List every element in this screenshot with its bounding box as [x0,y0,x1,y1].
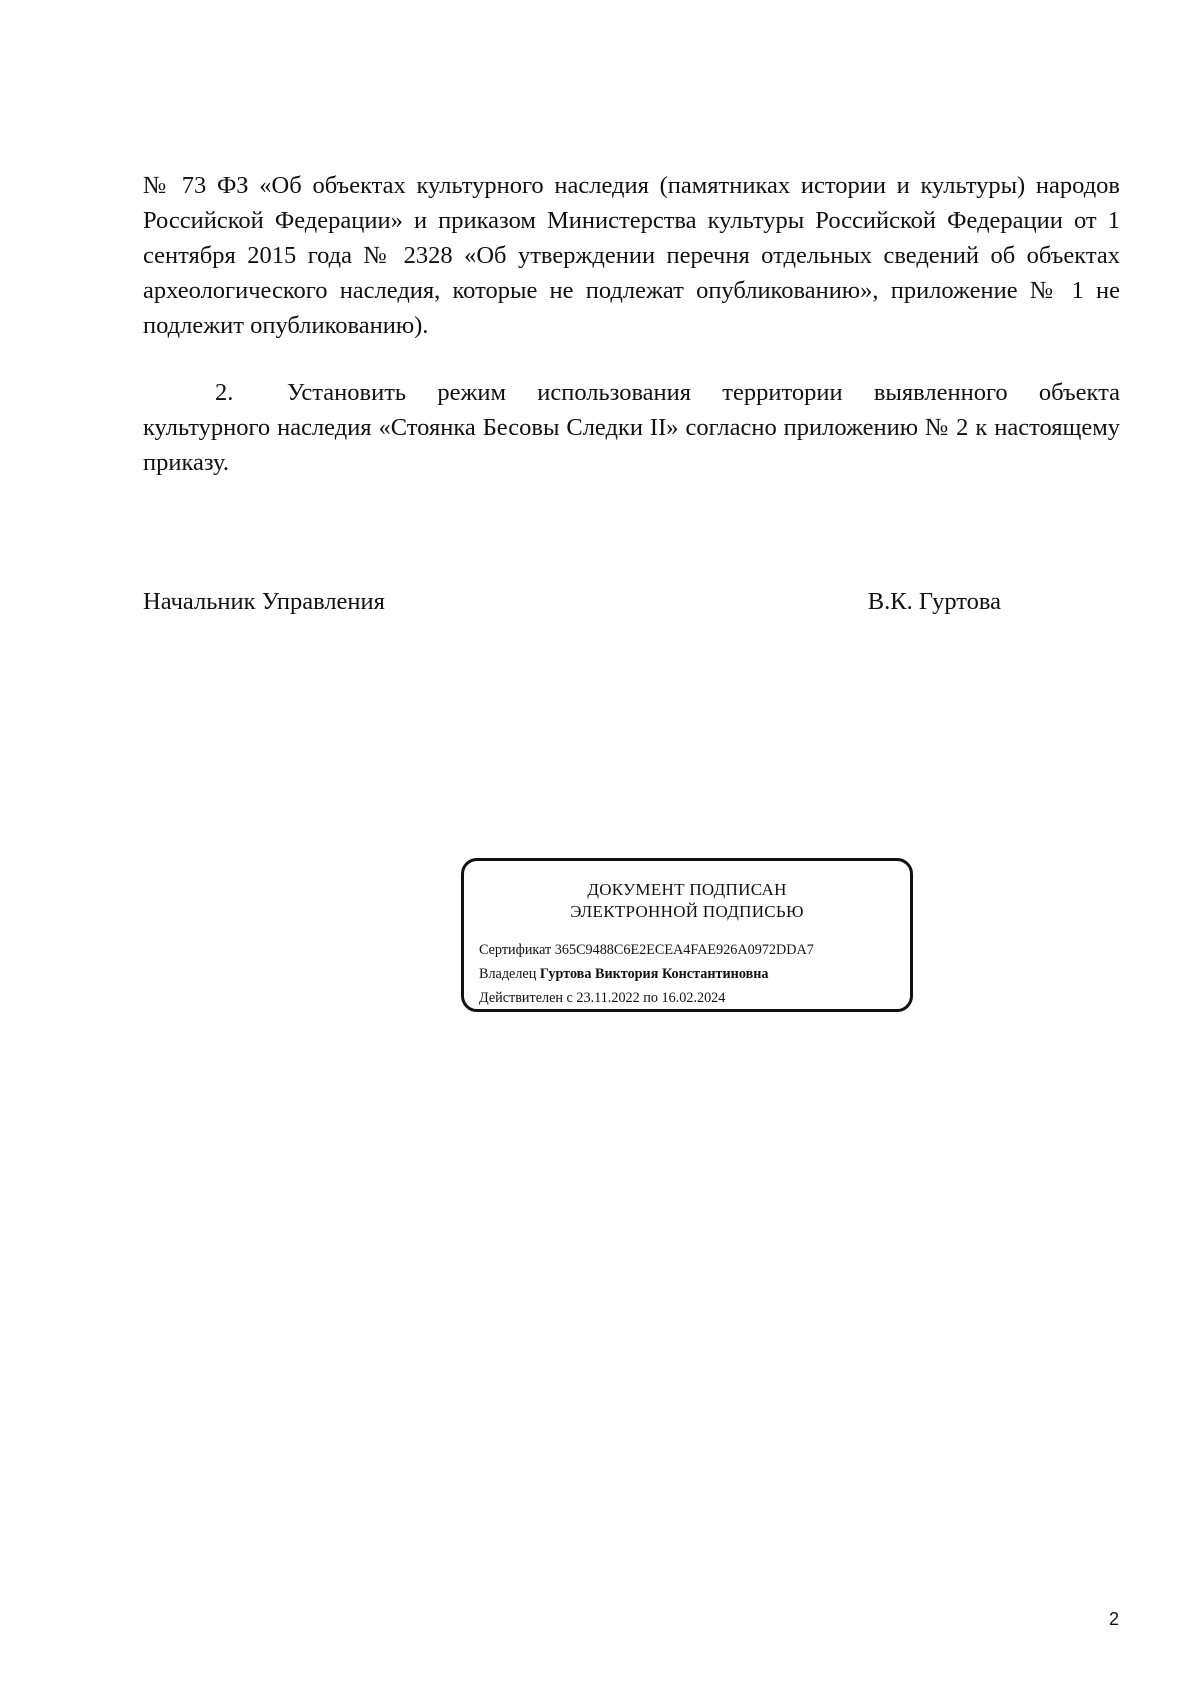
page-number: 2 [1109,1609,1120,1629]
signatory-name: В.К. Гуртова [867,588,1001,615]
stamp-owner-line [479,962,814,986]
stamp-heading [464,879,910,923]
paragraph-1: № 73 ФЗ «Об объектах культурного наследия (памятниках истории и культуры) народов Российской Федерации» и приказом Министерства культуры Российской Федерации от 1 сентября 2015 года № 2328 «Об утверждении перечня отдельных сведений об объектах археологического наследия, которые не подлежат опубликованию», приложение № 1 не подлежит опубликованию). [143,172,1120,339]
valid-to-label: по [643,990,658,1006]
paragraph-2-text: Установить режим использования территории выявленного объекта культурного наследия «Стоянка Бесовы Следки II» согласно приложению № 2 к настоящему приказу. [143,379,1120,476]
valid-from-label: с [566,990,573,1006]
valid-from-date: 23.11.2022 [576,990,640,1006]
stamp-heading-line-1: ДОКУМЕНТ ПОДПИСАН [587,880,787,899]
certificate-label: Сертификат [479,942,552,958]
stamp-validity-line [479,986,814,1010]
owner-label: Владелец [479,966,537,982]
stamp-heading-line-2: ЭЛЕКТРОННОЙ ПОДПИСЬЮ [570,902,804,921]
paragraph-2-number: 2. [215,379,234,406]
paragraph-2 [143,375,1120,480]
stamp-certificate-line [479,938,814,962]
valid-to-date: 16.02.2024 [661,990,726,1006]
electronic-signature-stamp [461,858,913,1012]
stamp-details [479,938,814,1010]
signatory-position: Начальник Управления [143,588,385,615]
owner-value: Гуртова Виктория Константиновна [539,966,769,982]
certificate-value: 365C9488C6E2ECEA4FAE926A0972DDA7 [554,942,814,958]
valid-label: Действителен [479,990,563,1006]
